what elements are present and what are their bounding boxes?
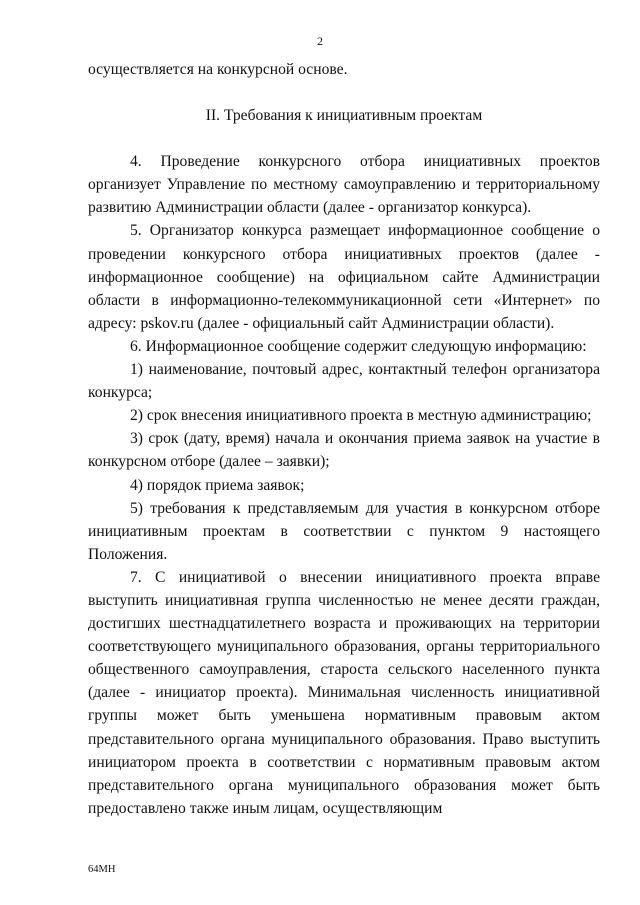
page-number: 2 [317, 34, 323, 48]
paragraph-4: 4. Проведение конкурсного отбора инициативных проектов организует Управление по местному самоуправлению и территориальному развитию Администрации области (далее - организатор конкурса). [88, 153, 600, 217]
lead-line: осуществляется на конкурсной основе. [88, 61, 348, 78]
list-item-4: 4) порядок приема заявок; [130, 476, 305, 494]
list-item-1: 1) наименование, почтовый адрес, контактный телефон организатора конкурса; [88, 361, 600, 402]
list-item-2: 2) срок внесения инициативного проекта в местную администрацию; [130, 407, 592, 425]
paragraph-5: 5. Организатор конкурса размещает информационное сообщение о проведении конкурсного отбора инициативных проектов (далее - информационное сообщение) на официальном сайте Администрации области в информационно-телекоммуникационной сети «Интернет» по адресу: pskov.ru (далее - официальный сайт Администрации области). [88, 222, 600, 332]
paragraph-6: 6. Информационное сообщение содержит следующую информацию: [130, 337, 587, 355]
list-item-5: 5) требования к представляемым для участия в конкурсном отборе инициативным проектам в соответствии с пунктом 9 настоящего Положения. [88, 499, 600, 563]
section-heading: II. Требования к инициативным проектам [205, 107, 483, 125]
footer-code: 64МН [88, 864, 116, 875]
list-item-3: 3) срок (дату, время) начала и окончания приема заявок на участие в конкурсном отборе (далее – заявки); [88, 430, 600, 471]
document-body [88, 58, 600, 820]
paragraph-7: 7. С инициативой о внесении инициативного проекта вправе выступить инициативная группа численностью не менее десяти граждан, достигших шестнадцатилетнего возраста и проживающих на территории соответствующего муниципального образования, органы территориального общественного самоуправления, староста сельского населенного пункта (далее - инициатор проекта). Минимальная численность инициативной группы может быть уменьшена нормативным правовым актом представительного органа муниципального образования. Право выступить инициатором проекта в соответствии с нормативным правовым актом представительного органа муниципального образования может быть предоставлено также иным лицам, осуществляющим [88, 568, 600, 817]
